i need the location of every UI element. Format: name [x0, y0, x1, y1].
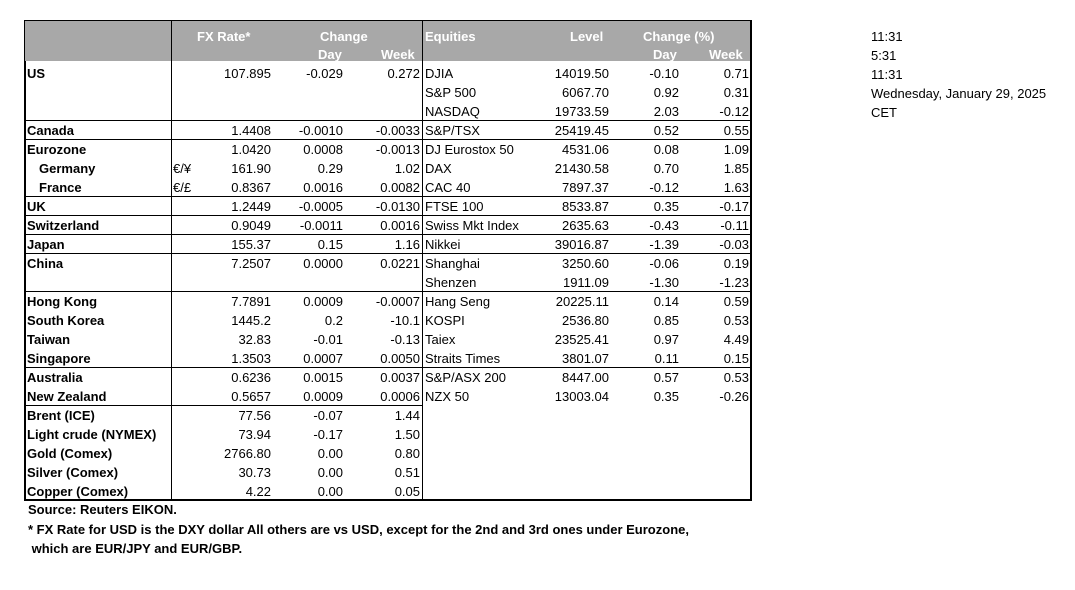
row-group-divider	[25, 405, 423, 406]
row-country: New Zealand	[27, 389, 107, 404]
row-country: Germany	[39, 161, 96, 176]
row-equity-level: 8447.00	[562, 370, 609, 385]
row-equity-day: 0.14	[653, 294, 679, 309]
row-fx-week: 0.0221	[380, 256, 420, 271]
row-equity-week: -0.17	[719, 199, 749, 214]
row-equity-level	[520, 444, 609, 463]
row-equity-week	[690, 406, 749, 425]
row-equity-week: -0.03	[719, 237, 749, 252]
row-fx-day	[280, 83, 343, 102]
row-equity-name: Straits Times	[425, 351, 501, 366]
row-fx-week: 0.80	[394, 446, 420, 461]
row-equity-level: 19733.59	[554, 104, 609, 119]
row-fx-rate: 1.3503	[231, 351, 271, 366]
header-level: Level	[570, 29, 604, 44]
row-fx-day: 0.0008	[303, 142, 343, 157]
row-fx-week: -0.0007	[375, 294, 420, 309]
row-fx-week: 0.0050	[380, 351, 420, 366]
row-country: Hong Kong	[27, 294, 98, 309]
row-fx-day: -0.0010	[298, 123, 343, 138]
row-equity-day: -1.39	[649, 237, 679, 252]
row-equity-week: 0.59	[723, 294, 749, 309]
row-fx-rate: 7.7891	[231, 294, 271, 309]
row-equity-day: 0.08	[653, 142, 679, 157]
row-group-divider	[25, 253, 751, 254]
row-equity-week: 1.85	[723, 161, 749, 176]
source-note: Source: Reuters EIKON.	[28, 502, 177, 517]
row-equity-name: S&P/TSX	[425, 123, 480, 138]
row-fx-rate: 1.0420	[231, 142, 271, 157]
row-equity-week: 0.15	[723, 351, 749, 366]
row-equity-day: 0.11	[654, 351, 679, 366]
row-equity-week: -1.23	[719, 275, 749, 290]
row-country: China	[27, 256, 64, 271]
row-fx-rate: 1.2449	[231, 199, 271, 214]
row-equity-week: 0.53	[723, 313, 749, 328]
row-equity-level: 20225.11	[555, 294, 609, 309]
row-country: South Korea	[27, 313, 105, 328]
row-fx-rate: 1445.2	[231, 313, 271, 328]
row-equity-level: 3801.07	[562, 351, 609, 366]
row-country: Brent (ICE)	[27, 408, 95, 423]
row-equity-name: Shenzen	[425, 275, 477, 290]
row-fx-day: -0.029	[306, 66, 343, 81]
row-equity-name: Shanghai	[425, 256, 480, 271]
row-equity-day	[620, 444, 679, 463]
row-fx-day: 0.00	[317, 484, 343, 499]
row-group-divider	[25, 196, 751, 197]
row-country: Switzerland	[27, 218, 100, 233]
row-equity-week: 0.19	[723, 256, 749, 271]
row-equity-level: 2536.80	[562, 313, 609, 328]
row-country: Taiwan	[27, 332, 71, 347]
row-fx-rate: 107.895	[224, 66, 271, 81]
row-equity-week: 4.49	[723, 332, 749, 347]
row-equity-level: 6067.70	[562, 85, 609, 100]
row-group-divider	[25, 120, 751, 121]
row-equity-name: Hang Seng	[425, 294, 491, 309]
row-fx-rate: 4.22	[245, 484, 271, 499]
row-country: Copper (Comex)	[27, 484, 129, 499]
row-fx-rate: 0.5657	[231, 389, 271, 404]
row-group-divider	[25, 215, 751, 216]
row-equity-level: 23525.41	[554, 332, 609, 347]
row-fx-week: 1.50	[394, 427, 420, 442]
row-country: Light crude (NYMEX)	[27, 427, 157, 442]
divider-fx-equities	[422, 21, 423, 500]
row-equity-day: 0.85	[653, 313, 679, 328]
row-equity-week: 1.63	[723, 180, 749, 195]
row-equity-day: -0.10	[649, 66, 679, 81]
row-fx-day: 0.15	[317, 237, 343, 252]
row-fx-week: -10.1	[390, 313, 420, 328]
row-fx-week	[350, 273, 420, 292]
row-equity-name: NZX 50	[425, 389, 470, 404]
row-country: Japan	[27, 237, 65, 252]
row-equity-name: KOSPI	[425, 313, 465, 328]
row-fx-week: 0.0016	[380, 218, 420, 233]
row-fx-day: 0.00	[317, 446, 343, 461]
row-fx-symbol: €/£	[173, 180, 192, 195]
row-equity-name: NASDAQ	[425, 104, 480, 119]
row-equity-day	[620, 482, 679, 501]
row-equity-day: 2.03	[653, 104, 679, 119]
row-fx-day: -0.07	[313, 408, 343, 423]
row-fx-rate: 2766.80	[224, 446, 271, 461]
row-equity-week: -0.12	[719, 104, 749, 119]
row-equity-level: 25419.45	[554, 123, 609, 138]
row-fx-week: -0.13	[390, 332, 420, 347]
row-equity-name: DJ Eurostox 50	[425, 142, 514, 157]
row-equity-level: 3250.60	[562, 256, 609, 271]
row-fx-rate: 0.9049	[231, 218, 271, 233]
row-fx-week: 0.51	[394, 465, 420, 480]
row-country: Australia	[27, 370, 83, 385]
row-equity-day: 0.35	[653, 389, 679, 404]
row-equity-name: CAC 40	[425, 180, 471, 195]
row-equity-name: DJIA	[425, 66, 454, 81]
row-equity-week: 0.53	[723, 370, 749, 385]
row-equity-day	[620, 425, 679, 444]
row-fx-week: -0.0033	[375, 123, 420, 138]
row-equity-week: -0.26	[719, 389, 749, 404]
row-group-divider	[25, 234, 751, 235]
row-equity-week	[690, 463, 749, 482]
row-equity-name: DAX	[425, 161, 452, 176]
row-fx-rate: 161.90	[231, 161, 271, 176]
row-equity-level	[520, 482, 609, 501]
row-equity-week: 0.71	[723, 66, 749, 81]
row-fx-symbol: €/¥	[173, 161, 192, 176]
row-fx-rate	[190, 273, 271, 292]
row-equity-level: 39016.87	[554, 237, 609, 252]
row-equity-level: 13003.04	[554, 389, 609, 404]
row-fx-day: -0.17	[313, 427, 343, 442]
row-equity-name: Taiex	[425, 332, 456, 347]
row-equity-level: 8533.87	[562, 199, 609, 214]
row-equity-week: 1.09	[723, 142, 749, 157]
row-fx-rate	[190, 102, 271, 121]
row-equity-day: 0.35	[653, 199, 679, 214]
row-equity-week: -0.11	[720, 218, 749, 233]
row-equity-level: 2635.63	[562, 218, 609, 233]
row-group-divider	[25, 139, 751, 140]
row-country: US	[27, 66, 46, 81]
row-equity-name: S&P/ASX 200	[425, 370, 506, 385]
row-equity-name: S&P 500	[425, 85, 477, 100]
row-fx-rate: 0.6236	[231, 370, 271, 385]
row-fx-week: 0.0037	[380, 370, 420, 385]
row-country: Gold (Comex)	[27, 446, 113, 461]
row-equity-level: 21430.58	[554, 161, 609, 176]
row-fx-rate: 0.8367	[231, 180, 271, 195]
row-fx-rate: 7.2507	[231, 256, 271, 271]
footnote-line-2: which are EUR/JPY and EUR/GBP.	[28, 541, 243, 556]
row-group-divider	[25, 367, 751, 368]
row-equity-week	[690, 444, 749, 463]
header-equities: Equities	[425, 29, 476, 44]
header-eq-week: Week	[709, 47, 743, 62]
row-fx-rate: 155.37	[231, 237, 271, 252]
row-fx-day: 0.0016	[303, 180, 343, 195]
row-fx-day: 0.0000	[303, 256, 343, 271]
row-fx-day	[280, 273, 343, 292]
row-country: Singapore	[27, 351, 91, 366]
row-fx-week: 0.0082	[380, 180, 420, 195]
row-equity-day: 0.92	[653, 85, 679, 100]
header-week: Week	[381, 47, 415, 62]
row-fx-week: -0.0013	[375, 142, 420, 157]
divider-country	[171, 21, 172, 500]
row-fx-rate: 1.4408	[231, 123, 271, 138]
timestamp-line: CET	[871, 105, 897, 120]
row-fx-day	[280, 102, 343, 121]
row-fx-day: 0.2	[324, 313, 343, 328]
row-fx-rate: 77.56	[238, 408, 271, 423]
row-fx-day: -0.0005	[298, 199, 343, 214]
footnote-line-1: * FX Rate for USD is the DXY dollar All others are vs USD, except for the 2nd and 3rd ones under Eurozone,	[28, 522, 689, 537]
row-equity-day: -0.12	[649, 180, 679, 195]
row-equity-day: -0.06	[649, 256, 679, 271]
row-fx-day: 0.00	[317, 465, 343, 480]
row-equity-day: 0.52	[653, 123, 679, 138]
row-fx-week: 0.05	[394, 484, 420, 499]
row-equity-day: 0.57	[653, 370, 679, 385]
row-fx-day: 0.0009	[303, 389, 343, 404]
row-fx-week: -0.0130	[375, 199, 420, 214]
row-equity-day	[620, 463, 679, 482]
timestamp-line: 11:31	[871, 67, 903, 82]
row-fx-rate: 30.73	[238, 465, 271, 480]
row-equity-level: 14019.50	[554, 66, 609, 81]
row-equity-week	[690, 425, 749, 444]
row-fx-week: 0.0006	[380, 389, 420, 404]
row-equity-day	[620, 406, 679, 425]
row-equity-level: 4531.06	[562, 142, 609, 157]
row-fx-week: 0.272	[387, 66, 420, 81]
row-fx-day: -0.01	[313, 332, 343, 347]
row-country: Silver (Comex)	[27, 465, 119, 480]
header-fx-rate: FX Rate*	[197, 29, 251, 44]
row-equity-day: 0.70	[653, 161, 679, 176]
row-fx-week: 1.16	[394, 237, 420, 252]
row-equity-day: 0.97	[653, 332, 679, 347]
row-equity-level: 7897.37	[562, 180, 609, 195]
row-equity-level: 1911.09	[562, 275, 609, 290]
row-group-divider	[25, 291, 751, 292]
header-change-pct: Change (%)	[643, 29, 715, 44]
row-fx-week: 1.44	[394, 408, 420, 423]
row-equity-week	[690, 482, 749, 501]
row-fx-day: 0.0009	[303, 294, 343, 309]
row-fx-day: -0.0011	[299, 218, 343, 233]
row-equity-day: -1.30	[649, 275, 679, 290]
row-equity-name: FTSE 100	[425, 199, 484, 214]
row-fx-week	[350, 83, 420, 102]
row-fx-rate	[190, 83, 271, 102]
row-country: Eurozone	[27, 142, 87, 157]
row-fx-rate: 32.83	[238, 332, 271, 347]
row-equity-name: Swiss Mkt Index	[425, 218, 519, 233]
row-equity-week: 0.31	[723, 85, 749, 100]
row-fx-day: 0.29	[317, 161, 343, 176]
row-equity-week: 0.55	[723, 123, 749, 138]
row-country: France	[39, 180, 82, 195]
header-change: Change	[320, 29, 368, 44]
row-country: Canada	[27, 123, 74, 138]
timestamp-line: Wednesday, January 29, 2025	[871, 86, 1047, 101]
timestamp-line: 5:31	[871, 48, 897, 63]
row-equity-level	[520, 463, 609, 482]
row-fx-week: 1.02	[394, 161, 420, 176]
row-fx-rate: 73.94	[238, 427, 271, 442]
timestamp-line: 11:31	[871, 29, 903, 44]
row-equity-day: -0.43	[649, 218, 679, 233]
row-equity-name: Nikkei	[425, 237, 461, 252]
row-fx-day: 0.0007	[303, 351, 343, 366]
row-fx-week	[350, 102, 420, 121]
header-day: Day	[318, 47, 342, 62]
row-equity-level	[520, 425, 609, 444]
row-fx-day: 0.0015	[303, 370, 343, 385]
row-equity-level	[520, 406, 609, 425]
row-country: UK	[27, 199, 46, 214]
header-eq-day: Day	[653, 47, 677, 62]
